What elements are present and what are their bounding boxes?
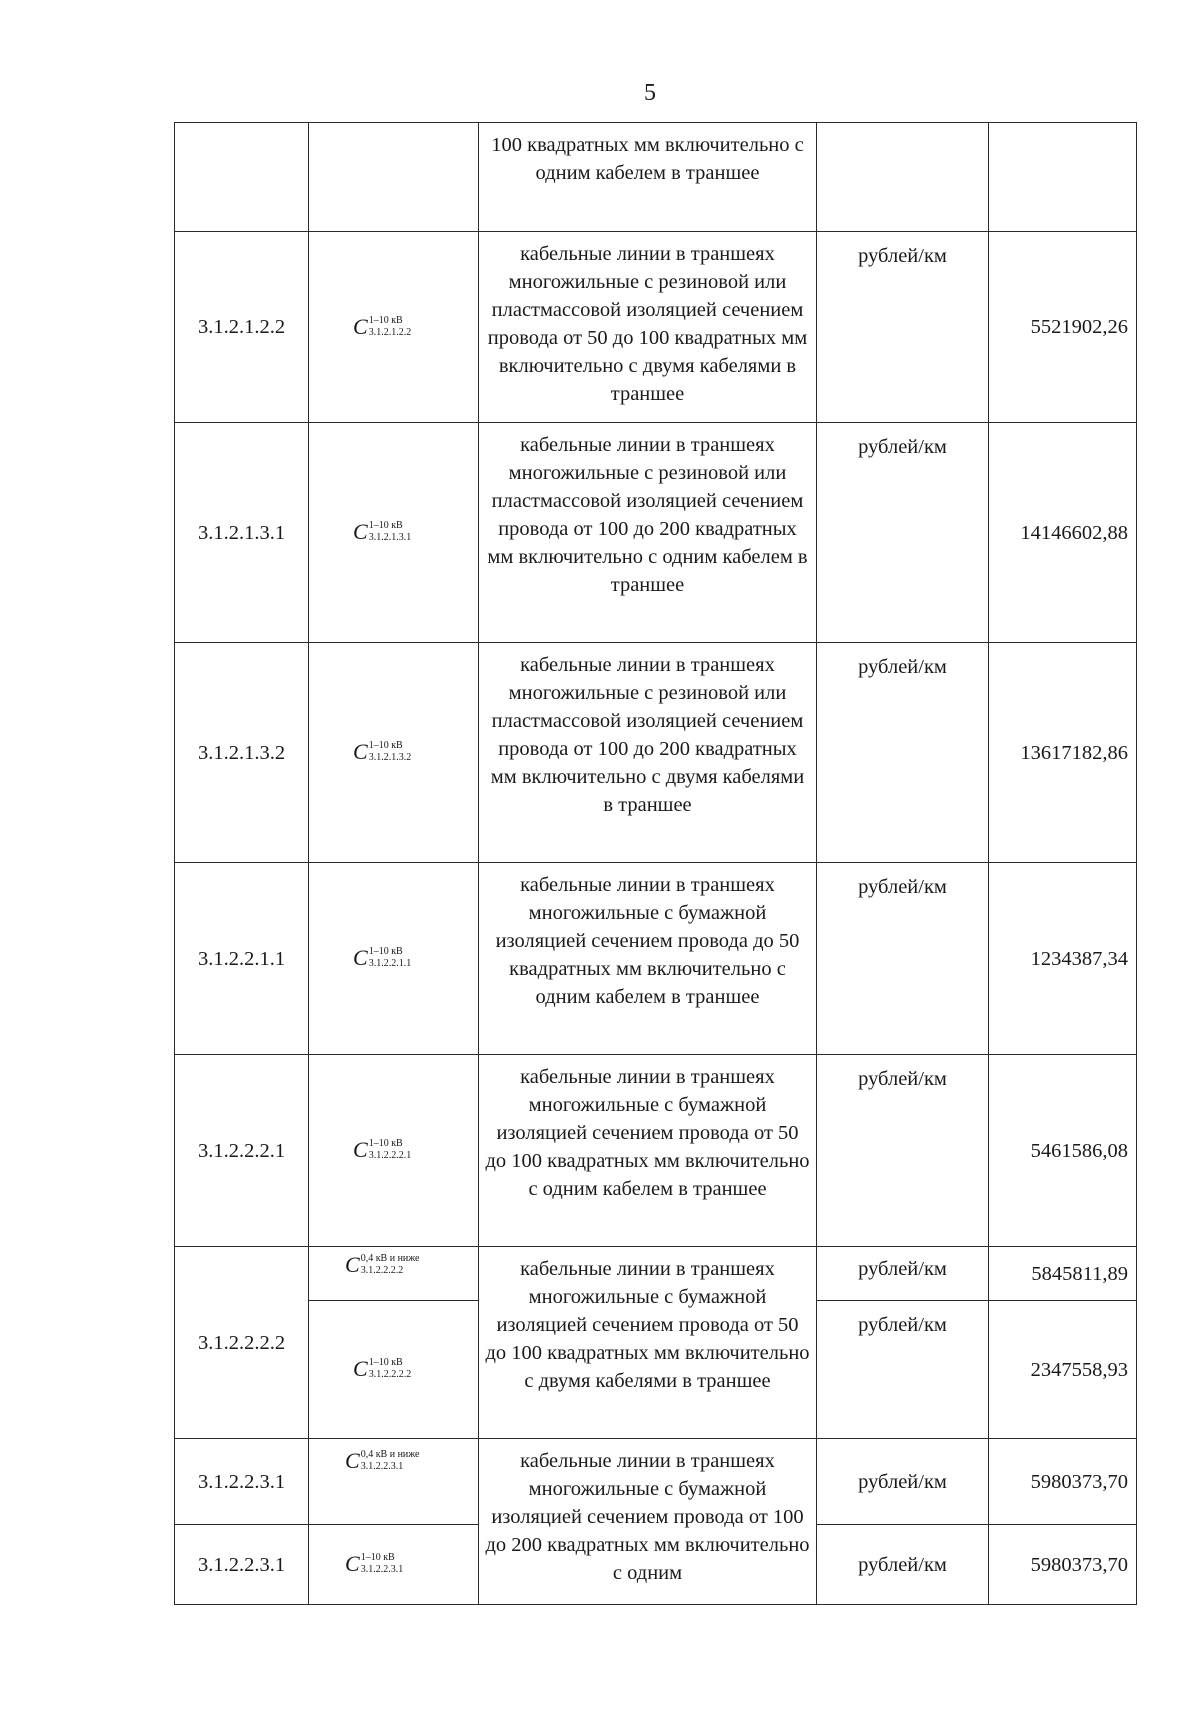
- table-row: [175, 643, 1137, 863]
- code-cell: 3.1.2.2.2.1: [175, 1055, 309, 1247]
- description-cell: кабельные линии в траншеях многожильные с резиновой или пластмассовой изоляцией сечением провода от 100 до 200 квадратных мм включительно с одним кабелем в траншее: [479, 423, 817, 643]
- code-cell: 3.1.2.2.3.1: [175, 1525, 309, 1605]
- value-cell: 5980373,70: [989, 1525, 1137, 1605]
- symbol-cell: [309, 423, 479, 643]
- code-cell: 3.1.2.1.3.1: [175, 423, 309, 643]
- value-cell: 2347558,93: [989, 1301, 1137, 1439]
- symbol-cell: [309, 232, 479, 423]
- description-cell: кабельные линии в траншеях многожильные с резиновой или пластмассовой изоляцией сечением провода от 50 до 100 квадратных мм включительно с двумя кабелями в траншее: [479, 232, 817, 423]
- tariff-table: [174, 122, 1137, 1605]
- unit-cell: рублей/км: [817, 1301, 989, 1439]
- table-row: [175, 1247, 1137, 1301]
- unit-cell: рублей/км: [817, 1439, 989, 1525]
- symbol-cell: [309, 123, 479, 232]
- value-cell: 5980373,70: [989, 1439, 1137, 1525]
- unit-cell: рублей/км: [817, 423, 989, 643]
- table-row: [175, 232, 1137, 423]
- price-symbol: C 1–10 кВ 3.1.2.1.3.1: [353, 519, 412, 544]
- value-cell: 5521902,26: [989, 232, 1137, 423]
- table-row: [175, 123, 1137, 232]
- description-cell: кабельные линии в траншеях многожильные с бумажной изоляцией сечением провода от 50 до 100 квадратных мм включительно с двумя кабелями в траншее: [479, 1247, 817, 1439]
- value-cell: 5845811,89: [989, 1247, 1137, 1301]
- price-symbol: C 1–10 кВ 3.1.2.2.2.2: [353, 1356, 412, 1381]
- description-cell: 100 квадратных мм включительно с одним кабелем в траншее: [479, 123, 817, 232]
- description-cell: кабельные линии в траншеях многожильные с резиновой или пластмассовой изоляцией сечением провода от 100 до 200 квадратных мм включительно с двумя кабелями в траншее: [479, 643, 817, 863]
- page-number: 5: [644, 80, 656, 106]
- description-cell: кабельные линии в траншеях многожильные с бумажной изоляцией сечением провода от 50 до 100 квадратных мм включительно с одним кабелем в траншее: [479, 1055, 817, 1247]
- value-cell: [989, 123, 1137, 232]
- price-symbol: C 0,4 кВ и ниже 3.1.2.2.2.2: [345, 1252, 420, 1277]
- value-cell: 14146602,88: [989, 423, 1137, 643]
- price-symbol: C 1–10 кВ 3.1.2.2.2.1: [353, 1137, 412, 1162]
- price-symbol: C 1–10 кВ 3.1.2.2.1.1: [353, 945, 412, 970]
- unit-cell: рублей/км: [817, 863, 989, 1055]
- symbol-cell: [309, 863, 479, 1055]
- unit-cell: [817, 123, 989, 232]
- unit-cell: рублей/км: [817, 1247, 989, 1301]
- value-cell: 5461586,08: [989, 1055, 1137, 1247]
- unit-cell: рублей/км: [817, 1055, 989, 1247]
- table-row: [175, 1439, 1137, 1525]
- price-symbol: C 1–10 кВ 3.1.2.1.3.2: [353, 739, 412, 764]
- value-cell: 13617182,86: [989, 643, 1137, 863]
- code-cell: 3.1.2.2.3.1: [175, 1439, 309, 1525]
- price-symbol: C 1–10 кВ 3.1.2.2.3.1: [345, 1551, 404, 1576]
- symbol-cell: [309, 1525, 479, 1605]
- unit-cell: рублей/км: [817, 643, 989, 863]
- table-row: [175, 423, 1137, 643]
- description-cell: кабельные линии в траншеях многожильные с бумажной изоляцией сечением провода от 100 до 200 квадратных мм включительно с одним: [479, 1439, 817, 1605]
- symbol-cell: [309, 643, 479, 863]
- table-row: [175, 1055, 1137, 1247]
- price-symbol: C 0,4 кВ и ниже 3.1.2.2.3.1: [345, 1448, 420, 1473]
- unit-cell: рублей/км: [817, 1525, 989, 1605]
- code-cell: 3.1.2.2.1.1: [175, 863, 309, 1055]
- code-cell: 3.1.2.1.2.2: [175, 232, 309, 423]
- price-symbol: C 1–10 кВ 3.1.2.1.2.2: [353, 313, 412, 339]
- code-cell: 3.1.2.1.3.2: [175, 643, 309, 863]
- symbol-cell: [309, 1247, 479, 1301]
- table-row: [175, 863, 1137, 1055]
- code-cell: [175, 123, 309, 232]
- description-cell: кабельные линии в траншеях многожильные с бумажной изоляцией сечением провода до 50 квадратных мм включительно с одним кабелем в траншее: [479, 863, 817, 1055]
- code-cell: 3.1.2.2.2.2: [175, 1247, 309, 1439]
- symbol-cell: [309, 1301, 479, 1439]
- symbol-cell: [309, 1439, 479, 1525]
- symbol-cell: [309, 1055, 479, 1247]
- unit-cell: рублей/км: [817, 232, 989, 423]
- value-cell: 1234387,34: [989, 863, 1137, 1055]
